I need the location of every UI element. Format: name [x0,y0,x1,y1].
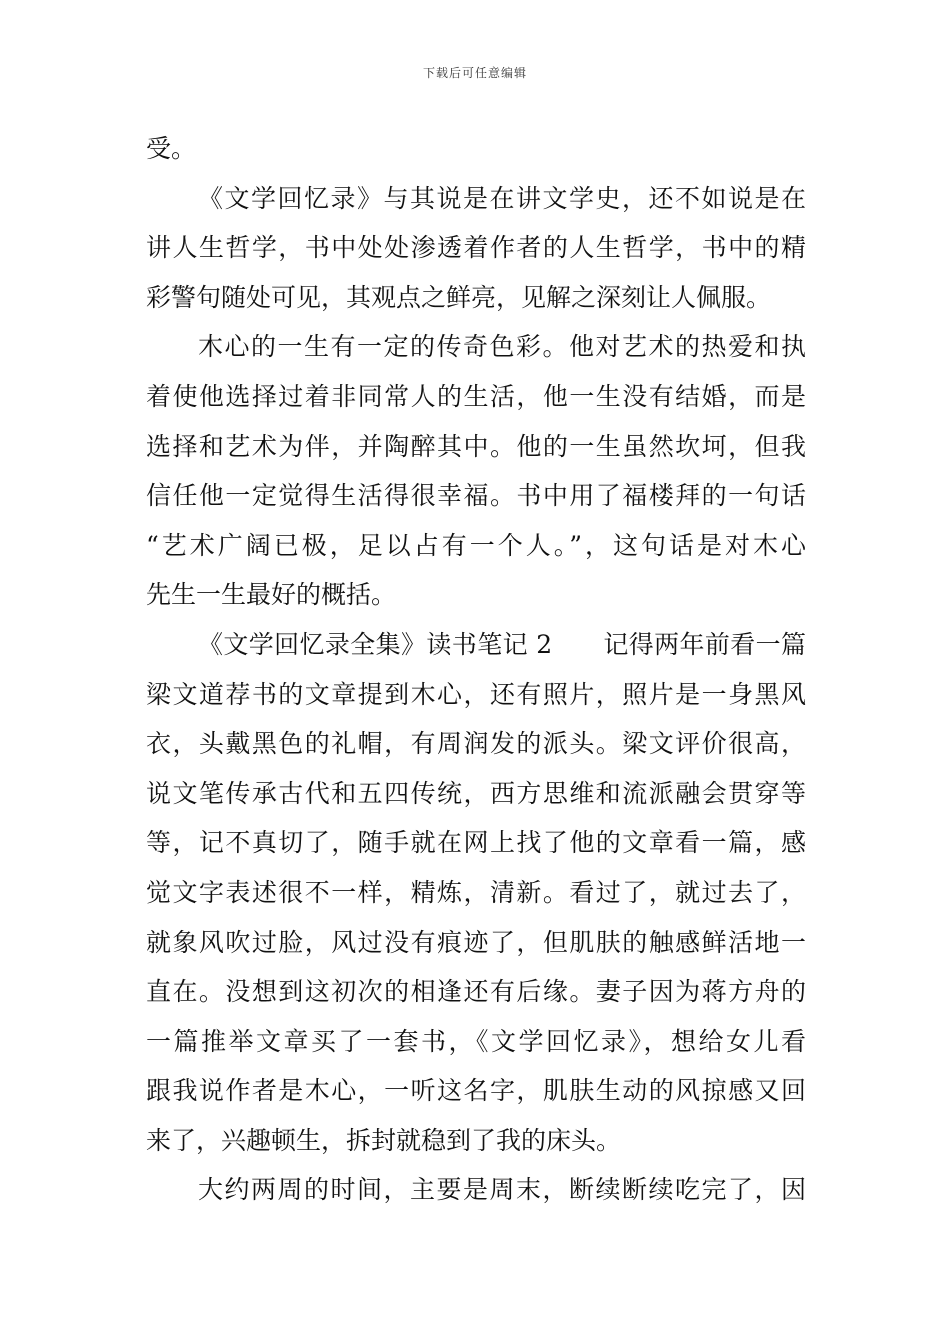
text-line: 《文学回忆录》与其说是在讲文学史，还不如说是在 [198,183,806,213]
text-line: 着使他选择过着非同常人的生活，他一生没有结婚，而是 [146,381,806,411]
text-line: 讲人生哲学，书中处处渗透着作者的人生哲学，书中的精 [146,233,806,263]
text-line: 先生一生最好的概括。 [146,580,397,610]
page-header: 下载后可任意编辑 [422,66,527,80]
text-line: “艺术广阔已极，足以占有一个人。”，这句话是对木心 [146,530,806,560]
text-line: 木心的一生有一定的传奇色彩。他对艺术的热爱和执 [198,332,806,362]
text-line: 说文笔传承古代和五四传统，西方思维和流派融会贯穿等 [146,778,806,808]
text-line: 觉文字表述很不一样，精炼，清新。看过了，就过去了， [146,877,806,907]
text-line: 跟我说作者是木心，一听这名字，肌肤生动的风掠感又回 [146,1076,806,1106]
text-line: 梁文道荐书的文章提到木心，还有照片，照片是一身黑风 [146,679,806,709]
text-line: 来了，兴趣顿生，拆封就稳到了我的床头。 [146,1125,622,1155]
text-line: 彩警句随处可见，其观点之鲜亮，见解之深刻让人佩服。 [146,282,772,312]
text-line: 大约两周的时间，主要是周末，断续断续吃完了，因 [198,1175,806,1205]
text-line: 信任他一定觉得生活得很幸福。书中用了福楼拜的一句话 [146,481,806,511]
text-line: 直在。没想到这初次的相逢还有后缘。妻子因为蒋方舟的 [146,977,806,1007]
body-text [146,124,806,1215]
text-line: 就象风吹过脸，风过没有痕迹了，但肌肤的触感鲜活地一 [146,927,806,957]
text-line: 受。 [146,134,197,163]
text-line: 一篇推举文章买了一套书，《文学回忆录》，想给女儿看 [146,1026,806,1056]
text-line: 等，记不真切了，随手就在网上找了他的文章看一篇，感 [146,828,806,858]
text-line: 《文学回忆录全集》读书笔记 2 记得两年前看一篇 [198,629,806,659]
text-line: 选择和艺术为伴，并陶醉其中。他的一生虽然坎坷，但我 [146,431,806,461]
text-line: 衣，头戴黑色的礼帽，有周润发的派头。梁文评价很高， [146,729,806,759]
